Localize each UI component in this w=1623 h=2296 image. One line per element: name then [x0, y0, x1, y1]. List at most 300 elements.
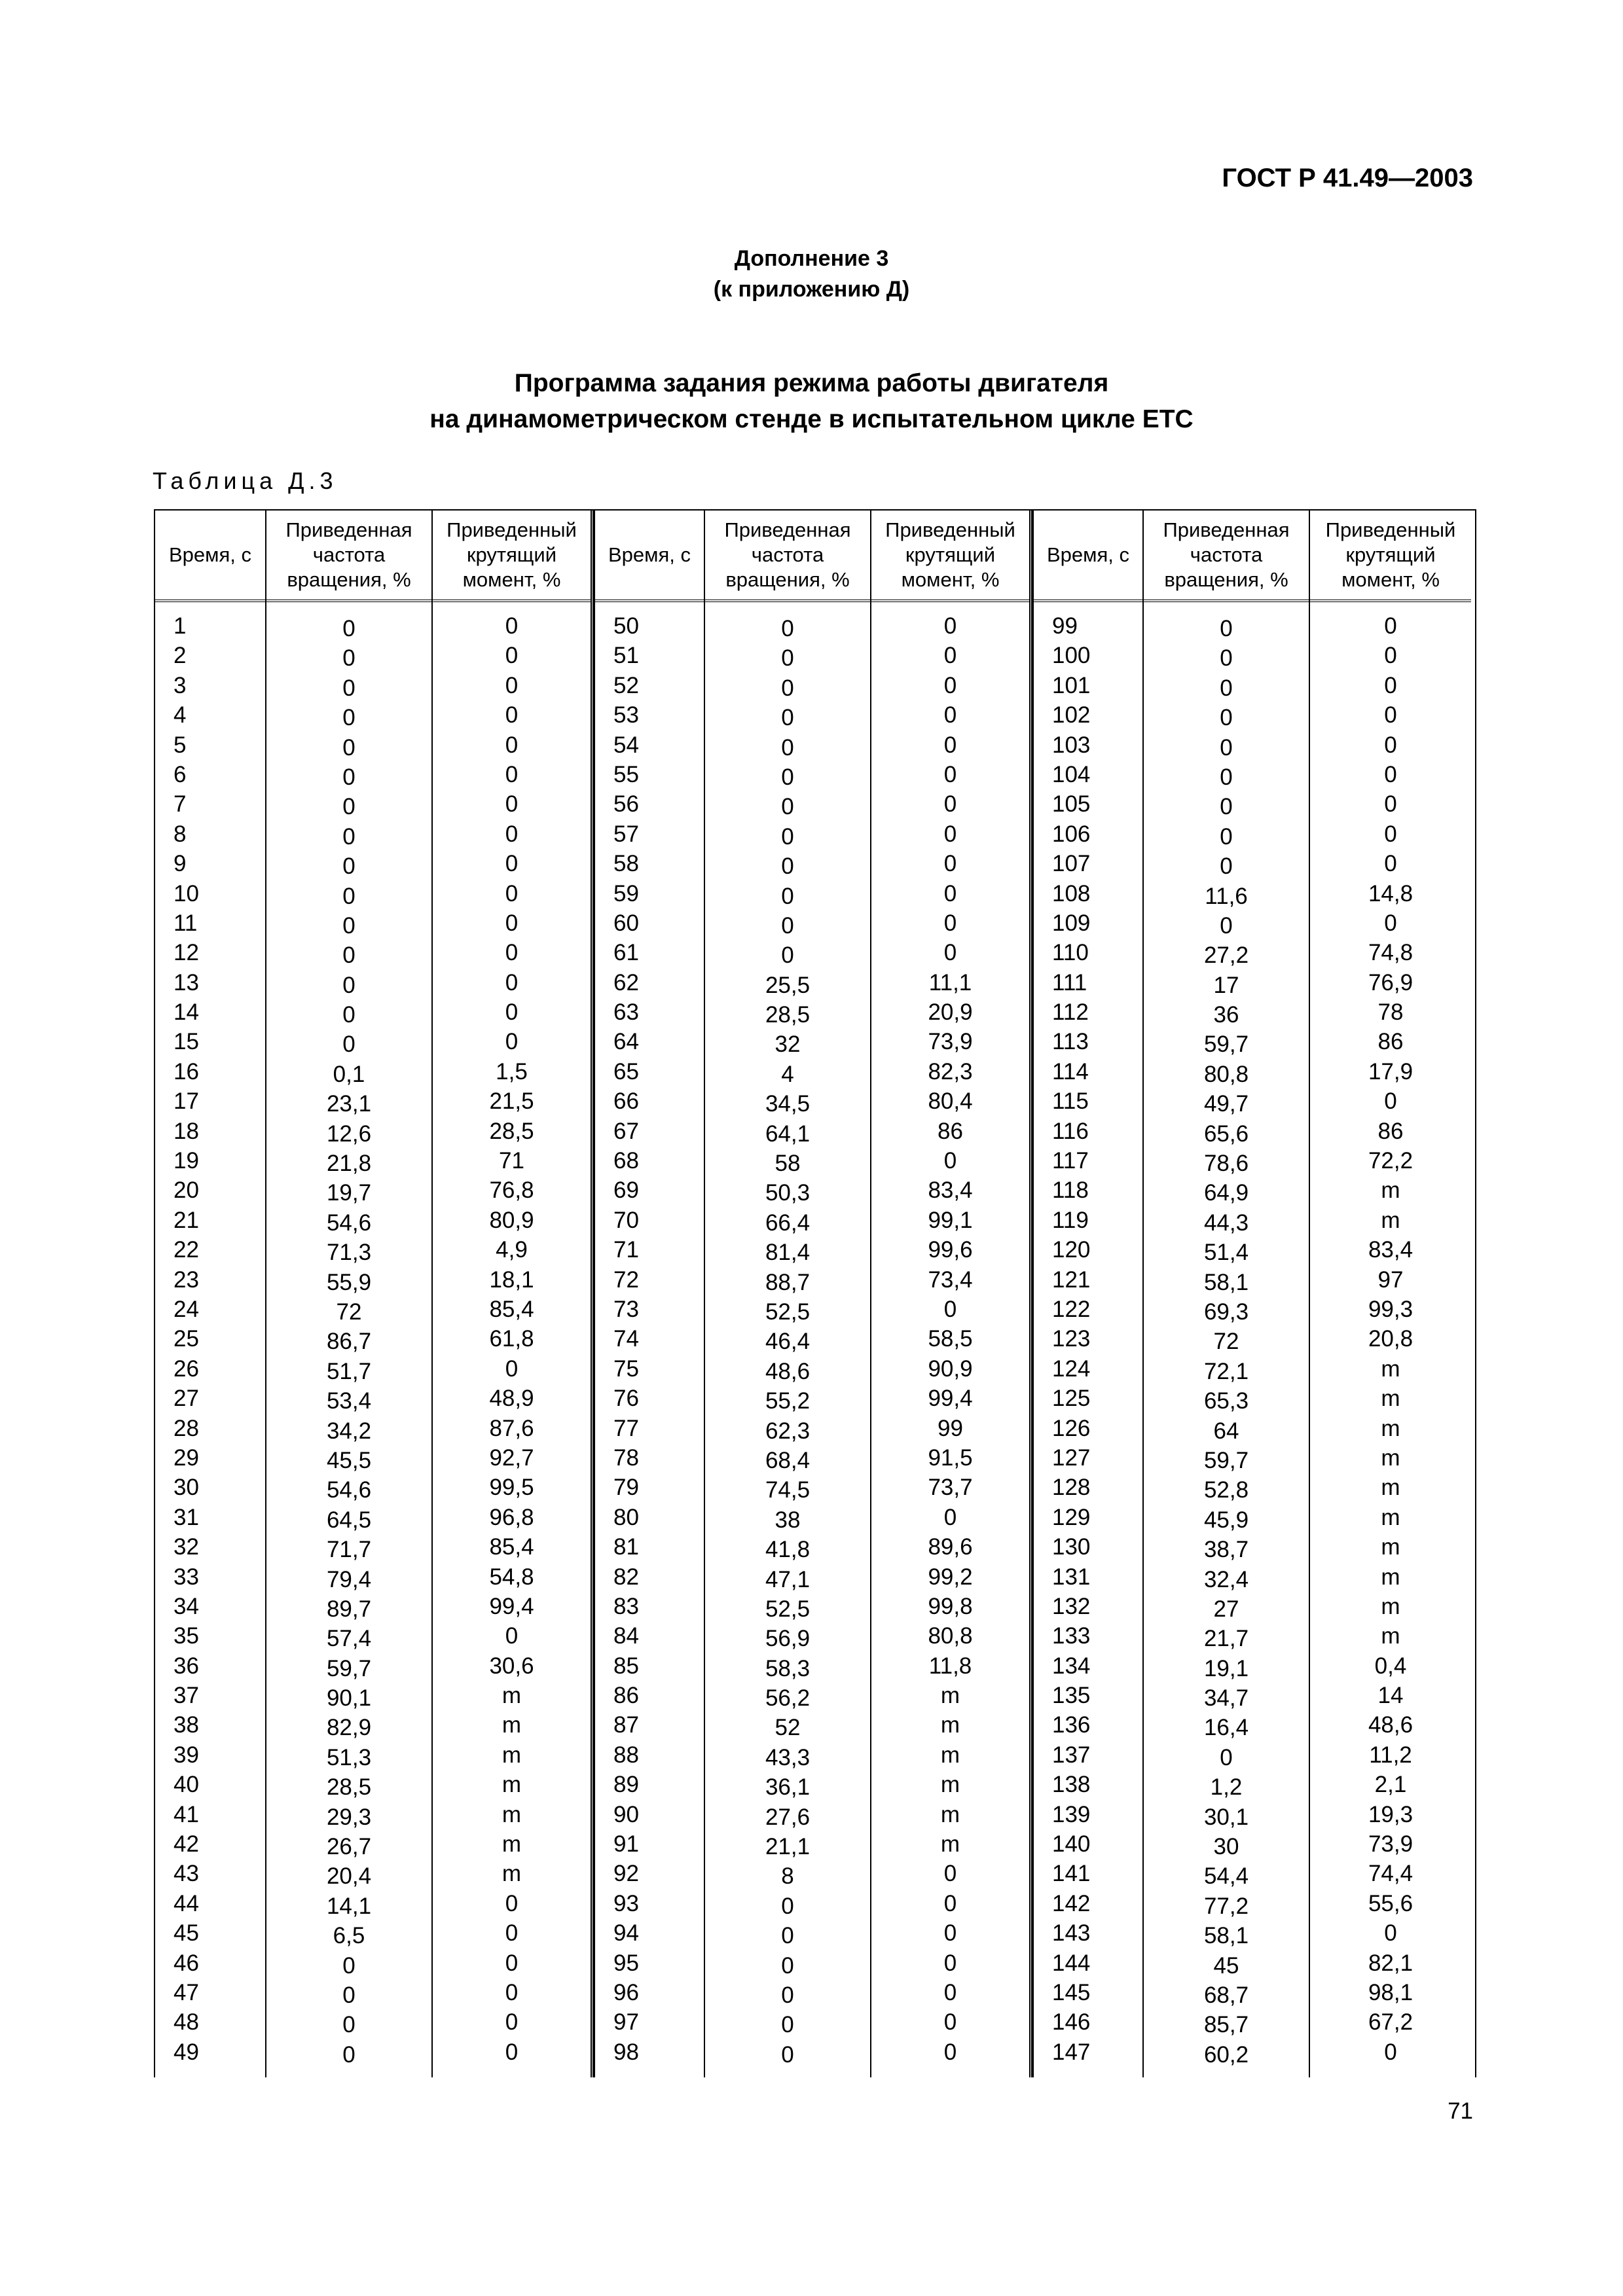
table-cell: 49,7	[1203, 1091, 1249, 1117]
table-cell: 87,6	[489, 1415, 534, 1441]
table-cell: 99,5	[489, 1475, 534, 1501]
table-cell: 87	[613, 1712, 639, 1738]
table-cell: 54	[613, 732, 639, 758]
table-cell: 147	[1052, 2039, 1091, 2065]
table-cell: 131	[1052, 1564, 1091, 1590]
table-cell: 1	[173, 613, 187, 639]
table-cell: 85,7	[1203, 2012, 1249, 2038]
table-cell: 0	[342, 2041, 356, 2068]
table-cell: 80,8	[1203, 1061, 1249, 1087]
table-cell: 109	[1052, 910, 1091, 936]
table-cell: 0	[342, 645, 356, 672]
table-cell: 0	[342, 972, 356, 998]
table-cell: 55,2	[765, 1388, 811, 1414]
table-cell: 19	[173, 1148, 199, 1174]
table-cell: 85,4	[489, 1534, 534, 1560]
table-cell: 88,7	[765, 1269, 811, 1295]
table-cell: 40	[173, 1772, 199, 1798]
table-cell: 0	[505, 1890, 519, 1916]
table-cell: 54,4	[1203, 1863, 1249, 1890]
table-cell: 62,3	[765, 1418, 811, 1444]
table-cell: m	[501, 1742, 522, 1768]
table-cell: 0	[1220, 645, 1233, 672]
table-cell: 68,4	[765, 1447, 811, 1473]
column-cells	[871, 602, 1029, 2067]
table-cell: 5	[173, 732, 187, 758]
table-cell: 83	[613, 1593, 639, 1619]
table-cell: 81,4	[765, 1240, 811, 1266]
table-cell: 0	[342, 823, 356, 850]
table-cell: 48	[173, 2009, 199, 2036]
table-cell: 89,6	[928, 1534, 973, 1560]
table-cell: 1,5	[496, 1058, 528, 1085]
table-cell: 94	[613, 1920, 639, 1946]
table-cell: 0	[781, 823, 794, 850]
table-cell: 72	[1213, 1329, 1239, 1355]
table-cell: 118	[1052, 1177, 1089, 1204]
table-cell: 17	[1213, 972, 1239, 998]
table-cell: 34,5	[765, 1091, 811, 1117]
table-cell: 9	[173, 851, 187, 877]
table-cell: 0	[781, 1982, 794, 2008]
table-cell: 6	[173, 761, 187, 787]
table-cell: 29	[173, 1444, 199, 1471]
table-cell: 55,6	[1368, 1890, 1413, 1916]
table-cell: 0	[943, 672, 957, 698]
page-number: 71	[1448, 2098, 1473, 2124]
table-cell: 85,4	[489, 1296, 534, 1322]
table-cell: 103	[1052, 732, 1091, 758]
table-cell: 41,8	[765, 1537, 811, 1563]
table-cell: 0	[342, 853, 356, 880]
table-cell: 68,7	[1203, 1982, 1249, 2008]
table-cell: 37	[173, 1683, 199, 1709]
table-cell: 122	[1052, 1296, 1091, 1322]
table-cell: 25,5	[765, 972, 811, 998]
table-cell: 0	[1220, 912, 1233, 939]
table-cell: 83,4	[928, 1177, 973, 1204]
table-cell: 39	[173, 1742, 199, 1768]
table-cell: 0	[1384, 732, 1397, 758]
table-cell: 2	[173, 643, 187, 669]
table-cell: 64,5	[326, 1507, 372, 1533]
table-cell: 34,2	[326, 1418, 372, 1444]
table-cell: 12	[173, 940, 199, 966]
table-cell: 93	[613, 1890, 639, 1916]
column-cells	[155, 602, 265, 2067]
table-cell: 0	[342, 764, 356, 790]
column-header: Приведенный крутящий момент, %	[1310, 511, 1471, 602]
table-cell: 19,1	[1203, 1655, 1249, 1681]
table-cell: 45,9	[1203, 1507, 1249, 1533]
table-cell: 14,1	[326, 1893, 372, 1919]
table-cell: 48,9	[489, 1386, 534, 1412]
table-cell: 86	[613, 1683, 639, 1709]
table-cell: 6,5	[333, 1923, 365, 1949]
table-cell: 0	[781, 764, 794, 790]
table-cell: 0	[1384, 613, 1397, 639]
table-cell: 130	[1052, 1534, 1091, 1560]
table-cell: 141	[1052, 1861, 1091, 1887]
column-cells	[1144, 602, 1309, 2067]
table-cell: m	[1381, 1504, 1400, 1530]
table-cell: 0	[943, 1504, 957, 1530]
table-cell: 102	[1052, 702, 1091, 728]
table-cell: 104	[1052, 761, 1091, 787]
table-cell: 0	[781, 734, 794, 761]
table-cell: 121	[1052, 1266, 1091, 1293]
table-cell: 0	[505, 732, 519, 758]
table-cell: 7	[173, 791, 187, 817]
column-time-group-1	[155, 511, 265, 2077]
table-cell: 66	[613, 1088, 639, 1115]
table-cell: 16,4	[1203, 1715, 1249, 1741]
column-cells	[266, 602, 431, 2067]
table-cell: m	[940, 1772, 960, 1798]
table-cell: 113	[1052, 1029, 1089, 1055]
column-torque-group-2	[870, 511, 1032, 2077]
table-cell: 89,7	[326, 1596, 372, 1622]
table-cell: 0	[943, 732, 957, 758]
table-cell: 0	[505, 969, 519, 996]
table-cell: 90,1	[326, 1685, 372, 1712]
annex-heading	[0, 243, 1623, 305]
table-cell: 78	[1377, 999, 1404, 1026]
table-cell: 64	[1213, 1418, 1239, 1444]
table-cell: 21,5	[489, 1088, 534, 1115]
table-cell: 15	[173, 1029, 199, 1055]
table-cell: 0	[781, 2012, 794, 2038]
column-header: Приведенный крутящий момент, %	[871, 511, 1029, 602]
column-cells	[1310, 602, 1471, 2067]
table-cell: 0	[505, 613, 519, 639]
table-cell: 73	[613, 1296, 639, 1322]
table-cell: 36	[1213, 1002, 1239, 1028]
table-cell: 20,9	[928, 999, 973, 1026]
table-cell: 0	[505, 999, 519, 1026]
table-cell: 0	[1384, 1088, 1397, 1115]
table-cell: 0	[943, 1890, 957, 1916]
table-cell: 27	[1213, 1596, 1239, 1622]
table-cell: 0	[943, 1148, 957, 1174]
table-cell: 80,9	[489, 1207, 534, 1233]
table-cell: 27,2	[1203, 942, 1249, 969]
table-cell: 0	[505, 940, 519, 966]
table-cell: 73,9	[1368, 1831, 1413, 1857]
table-cell: 0	[943, 1920, 957, 1946]
table-cell: 0	[1384, 2039, 1397, 2065]
table-cell: 2,1	[1374, 1772, 1407, 1798]
table-cell: 99,6	[928, 1237, 973, 1263]
table-cell: 0	[781, 1893, 794, 1919]
table-cell: 75	[613, 1355, 639, 1382]
table-cell: 74,4	[1368, 1861, 1413, 1887]
table-cell: 56,2	[765, 1685, 811, 1712]
table-cell: 70	[613, 1207, 639, 1233]
table-cell: 0	[781, 942, 794, 969]
table-cell: m	[940, 1683, 960, 1709]
table-cell: 28,5	[326, 1774, 372, 1801]
table-cell: 24	[173, 1296, 199, 1322]
table-cell: m	[501, 1831, 522, 1857]
table-cell: 99	[938, 1415, 963, 1441]
table-cell: 83,4	[1368, 1237, 1413, 1263]
column-speed-group-1	[265, 511, 431, 2077]
table-cell: 82	[613, 1564, 639, 1590]
document-number: ГОСТ Р 41.49—2003	[1222, 164, 1473, 192]
table-cell: 0	[342, 1002, 356, 1028]
table-cell: 120	[1052, 1237, 1091, 1263]
table-cell: 0	[943, 761, 957, 787]
table-cell: 126	[1052, 1415, 1091, 1441]
table-cell: 67,2	[1368, 2009, 1413, 2036]
table-cell: 54,6	[326, 1477, 372, 1503]
table-cell: 76,9	[1368, 969, 1413, 996]
table-cell: m	[1381, 1207, 1400, 1233]
table-cell: 66,4	[765, 1210, 811, 1236]
table-cell: 101	[1052, 672, 1091, 698]
table-cell: 0	[505, 1950, 519, 1976]
table-cell: 0	[505, 702, 519, 728]
table-cell: 0	[342, 1982, 356, 2008]
table-cell: 31	[173, 1504, 199, 1530]
table-cell: 108	[1052, 880, 1091, 906]
table-cell: 59,7	[326, 1655, 372, 1681]
table-cell: 38,7	[1203, 1537, 1249, 1563]
table-cell: 0	[943, 940, 957, 966]
table-cell: 26	[173, 1355, 199, 1382]
table-cell: 0	[781, 912, 794, 939]
column-time-group-3	[1032, 511, 1142, 2077]
table-cell: 0	[1220, 794, 1233, 820]
table-cell: 105	[1052, 791, 1091, 817]
table-cell: m	[940, 1831, 960, 1857]
column-header: Время, с	[595, 511, 704, 602]
column-header: Приведенная частота вращения, %	[1144, 511, 1309, 602]
table-cell: 0	[505, 1355, 519, 1382]
table-cell: 60,2	[1203, 2041, 1249, 2068]
table-cell: 0	[943, 880, 957, 906]
table-cell: 0	[1220, 675, 1233, 701]
table-cell: 0	[505, 1029, 519, 1055]
table-cell: 14,8	[1368, 880, 1413, 906]
table-cell: 144	[1052, 1950, 1091, 1976]
table-cell: m	[501, 1861, 522, 1887]
table-cell: 107	[1052, 851, 1091, 877]
table-cell: 0	[943, 613, 957, 639]
table-cell: 0	[1220, 616, 1233, 641]
table-cell: 138	[1052, 1772, 1091, 1798]
table-cell: 68	[613, 1148, 639, 1174]
table-cell: 95	[613, 1950, 639, 1976]
table-cell: 4,9	[496, 1237, 528, 1263]
table-cell: 76	[613, 1386, 639, 1412]
table-cell: 0	[1220, 734, 1233, 761]
table-cell: 18,1	[489, 1266, 534, 1293]
table-cell: m	[501, 1683, 522, 1709]
table-cell: 30	[173, 1475, 199, 1501]
table-cell: 48,6	[1368, 1712, 1413, 1738]
table-cell: 0	[781, 2041, 794, 2068]
table-cell: 0	[781, 675, 794, 701]
table-cell: 132	[1052, 1593, 1091, 1619]
table-cell: 0	[1220, 764, 1233, 790]
table-cell: 20	[173, 1177, 199, 1204]
table-cell: m	[1381, 1386, 1400, 1412]
table-cell: 20,8	[1368, 1326, 1413, 1352]
table-cell: 19,7	[326, 1180, 372, 1206]
table-cell: 30	[1213, 1834, 1239, 1860]
title-line-2: на динамометрическом стенде в испытательном цикле ETC	[429, 405, 1194, 433]
table-cell: 59,7	[1203, 1447, 1249, 1473]
table-cell: 4	[173, 702, 187, 728]
table-cell: 97	[613, 2009, 639, 2036]
table-cell: 72,2	[1368, 1148, 1413, 1174]
table-cell: 134	[1052, 1653, 1091, 1679]
table-cell: 135	[1052, 1683, 1091, 1709]
table-cell: 0	[342, 912, 356, 939]
table-cell: 91,5	[928, 1444, 973, 1471]
table-cell: 0	[1384, 910, 1397, 936]
table-cell: 60	[613, 910, 639, 936]
table-cell: m	[1381, 1355, 1400, 1382]
table-cell: 88	[613, 1742, 639, 1768]
annex-reference: (к приложению Д)	[713, 277, 910, 302]
column-torque-group-3	[1309, 511, 1471, 2077]
table-cell: 56	[613, 791, 639, 817]
table-cell: 133	[1052, 1623, 1091, 1649]
table-cell: 0	[1384, 791, 1397, 817]
table-cell: 61,8	[489, 1326, 534, 1352]
table-cell: 82,9	[326, 1715, 372, 1741]
table-cell: 0	[1384, 821, 1397, 847]
table-cell: 46,4	[765, 1329, 811, 1355]
table-cell: 46	[173, 1950, 199, 1976]
table-cell: 139	[1052, 1801, 1091, 1827]
table-cell: 0	[781, 1952, 794, 1979]
table-cell: 32	[173, 1534, 199, 1560]
table-cell: 74,8	[1368, 940, 1413, 966]
table-cell: 82,3	[928, 1058, 973, 1085]
table-cell: 69	[613, 1177, 639, 1204]
table-cell: m	[1381, 1177, 1400, 1204]
table-cell: 0	[943, 821, 957, 847]
table-cell: 42	[173, 1831, 199, 1857]
table-cell: 112	[1052, 999, 1089, 1026]
table-cell: 73,7	[928, 1475, 973, 1501]
table-cell: 11,8	[928, 1653, 972, 1679]
table-cell: m	[1381, 1623, 1400, 1649]
column-header: Приведенная частота вращения, %	[266, 511, 431, 602]
table-cell: 80,4	[928, 1088, 973, 1115]
table-cell: 0,4	[1374, 1653, 1407, 1679]
table-cell: 71,7	[326, 1537, 372, 1563]
table-cell: 54,8	[489, 1564, 534, 1590]
table-cell: 41	[173, 1801, 199, 1827]
table-cell: 11,6	[1205, 883, 1248, 909]
table-cell: 74	[613, 1326, 639, 1352]
table-cell: 38	[173, 1712, 199, 1738]
table-cell: 65,6	[1203, 1121, 1249, 1147]
table-cell: m	[1381, 1475, 1400, 1501]
table-cell: 117	[1052, 1148, 1089, 1174]
table-cell: 99	[1052, 613, 1078, 639]
table-cell: 52,8	[1203, 1477, 1249, 1503]
table-cell: m	[940, 1742, 960, 1768]
table-cell: 14	[1377, 1683, 1404, 1709]
table-cell: 67	[613, 1118, 639, 1144]
table-cell: 0	[1384, 702, 1397, 728]
title-line-1: Программа задания режима работы двигателя	[514, 369, 1109, 397]
table-cell: 64,9	[1203, 1180, 1249, 1206]
table-cell: 84	[613, 1623, 639, 1649]
table-cell: 58	[775, 1151, 801, 1177]
table-cell: 71	[499, 1148, 524, 1174]
table-cell: 0	[943, 643, 957, 669]
table-cell: 0	[781, 794, 794, 820]
table-cell: 51	[613, 643, 639, 669]
table-cell: 97	[1377, 1266, 1404, 1293]
table-cell: 127	[1052, 1444, 1091, 1471]
table-cell: 85	[613, 1653, 639, 1679]
table-cell: 53,4	[326, 1388, 372, 1414]
table-cell: 86	[1377, 1118, 1404, 1144]
table-cell: 0	[1384, 1920, 1397, 1946]
table-cell: 82,1	[1368, 1950, 1413, 1976]
table-cell: 21,8	[326, 1151, 372, 1177]
table-cell: 0,1	[333, 1061, 365, 1087]
table-cell: 57,4	[326, 1626, 372, 1652]
table-cell: 23	[173, 1266, 199, 1293]
table-cell: 81	[613, 1534, 639, 1560]
table-cell: 92	[613, 1861, 639, 1887]
table-cell: 115	[1052, 1088, 1089, 1115]
table-cell: 0	[342, 942, 356, 969]
column-header: Время, с	[1034, 511, 1142, 602]
table-cell: 49	[173, 2039, 199, 2065]
column-cells	[433, 602, 591, 2067]
table-cell: 52	[613, 672, 639, 698]
table-cell: 8	[173, 821, 187, 847]
table-cell: 0	[505, 821, 519, 847]
table-cell: 21,7	[1203, 1626, 1249, 1652]
table-cell: 116	[1052, 1118, 1089, 1144]
table-cell: 36,1	[765, 1774, 811, 1801]
table-cell: 26,7	[326, 1834, 372, 1860]
table-cell: 30,6	[489, 1653, 534, 1679]
table-cell: 8	[781, 1863, 794, 1890]
table-cell: 0	[505, 791, 519, 817]
table-cell: 0	[781, 645, 794, 672]
table-cell: 58,5	[928, 1326, 973, 1352]
table-cell: 64,1	[765, 1121, 811, 1147]
table-cell: 73,4	[928, 1266, 973, 1293]
table-cell: 71	[613, 1237, 639, 1263]
table-cell: 0	[943, 910, 957, 936]
table-cell: 0	[505, 851, 519, 877]
table-cell: 145	[1052, 1979, 1091, 2005]
table-cell: 0	[1384, 672, 1397, 698]
table-cell: 50	[613, 613, 639, 639]
table-cell: 86	[938, 1118, 963, 1144]
column-header: Приведенная частота вращения, %	[705, 511, 870, 602]
table-cell: 0	[943, 1979, 957, 2005]
table-cell: 4	[781, 1061, 794, 1087]
table-cell: 77,2	[1203, 1893, 1249, 1919]
table-cell: 29,3	[326, 1804, 372, 1830]
table-cell: 0	[781, 1923, 794, 1949]
table-cell: 98,1	[1368, 1979, 1413, 2005]
